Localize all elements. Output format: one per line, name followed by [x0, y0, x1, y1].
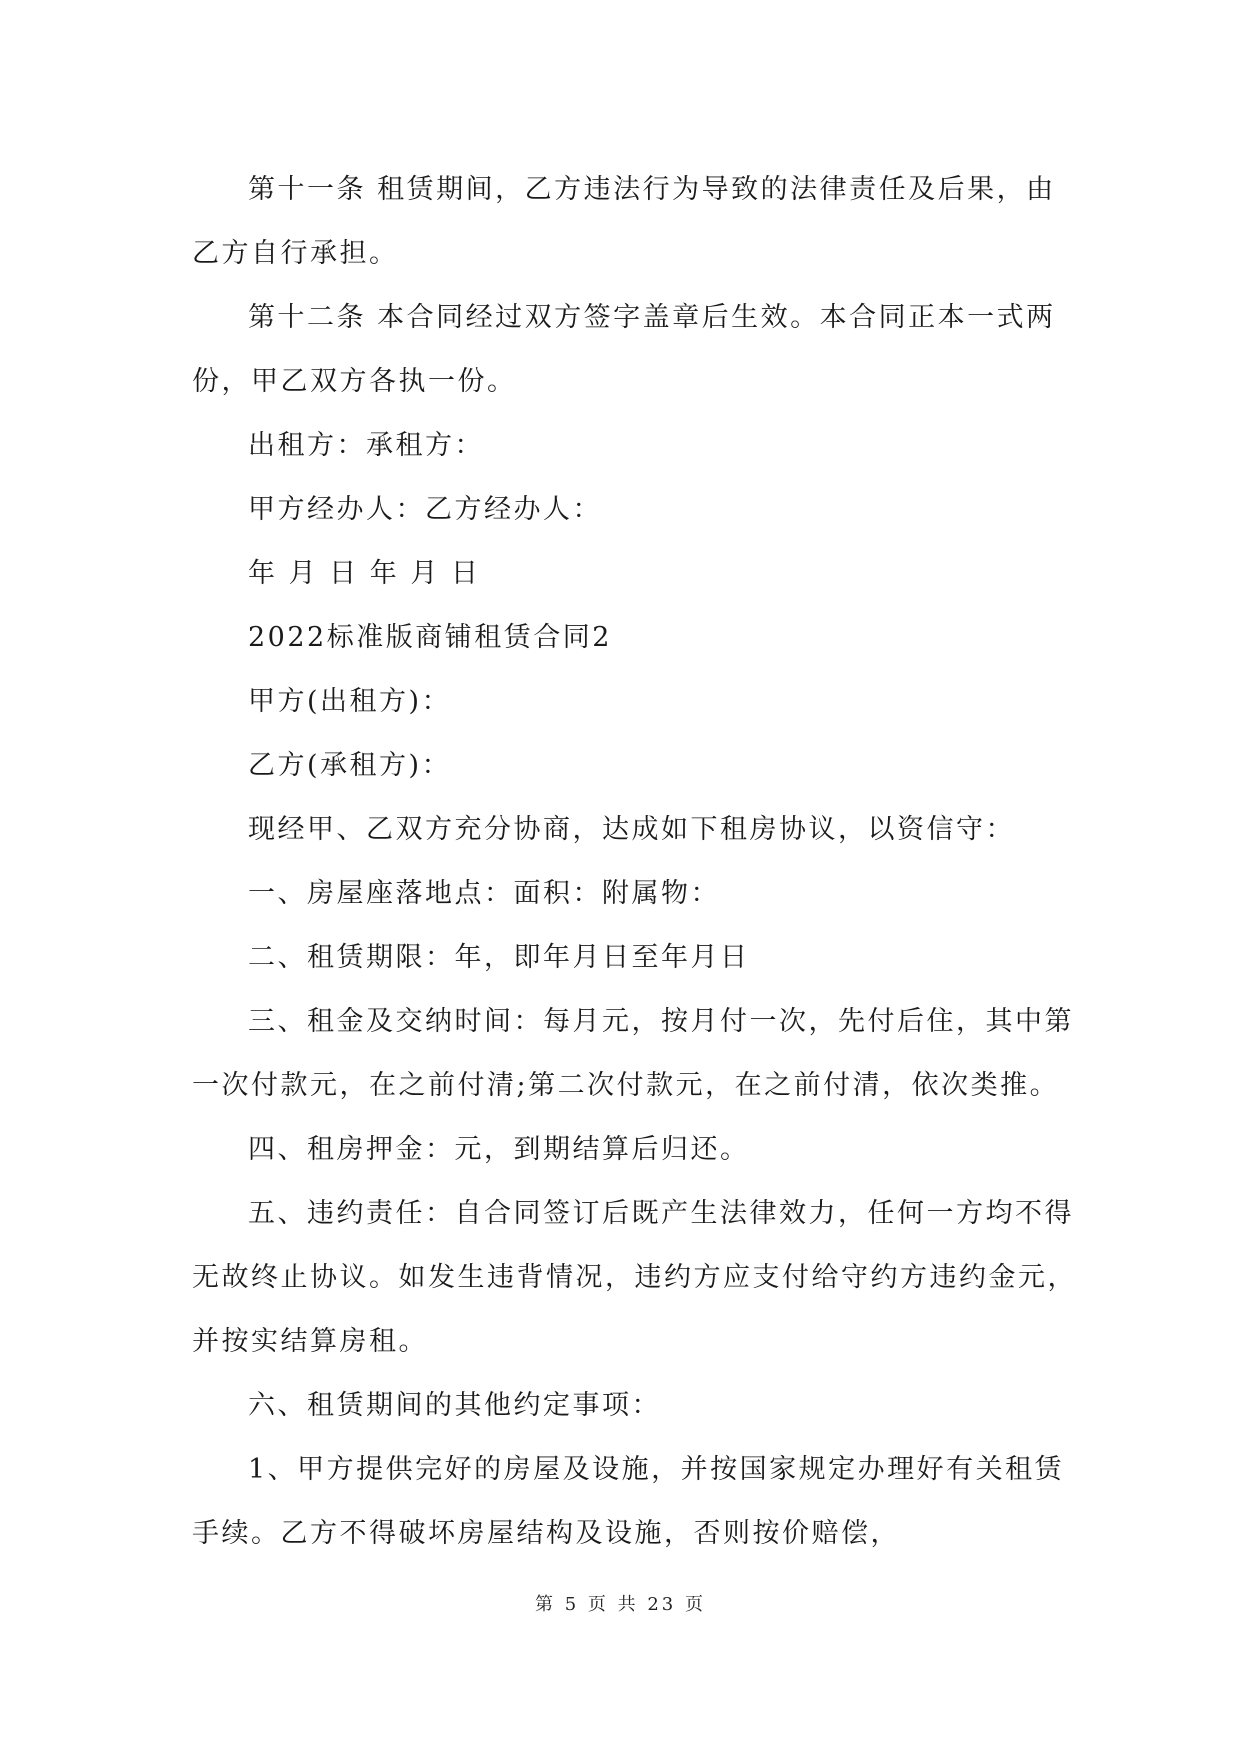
- party-a: 甲方(出租方)：: [248, 686, 452, 717]
- item-4-deposit: 四、租房押金：元，到期结算后归还。: [248, 1134, 750, 1165]
- item-1-location: 一、房屋座落地点：面积：附属物：: [248, 878, 720, 909]
- item-5-breach-line-2: 无故终止协议。如发生违背情况，违约方应支付给守约方违约金元，: [192, 1262, 1077, 1293]
- item-3-rent-line-1: 三、租金及交纳时间：每月元，按月付一次，先付后住，其中第: [248, 1006, 1074, 1037]
- signature-agents: 甲方经办人：乙方经办人：: [248, 494, 602, 525]
- item-3-rent-line-2: 一次付款元，在之前付清;第二次付款元，在之前付清，依次类推。: [192, 1070, 1060, 1101]
- clause-12-line-1: 第十二条 本合同经过双方签字盖章后生效。本合同正本一式两: [248, 302, 1056, 333]
- item-2-term: 二、租赁期限：年，即年月日至年月日: [248, 942, 750, 973]
- document-body: [192, 158, 1077, 1566]
- party-b: 乙方(承租方)：: [248, 750, 452, 781]
- signature-parties: 出租方：承租方：: [248, 430, 484, 461]
- sub-item-1-line-2: 手续。乙方不得破坏房屋结构及设施，否则按价赔偿，: [192, 1518, 900, 1549]
- signature-dates: 年 月 日 年 月 日: [248, 558, 481, 589]
- clause-11-line-1: 第十一条 租赁期间，乙方违法行为导致的法律责任及后果，由: [248, 174, 1056, 205]
- clause-11-line-2: 乙方自行承担。: [192, 238, 399, 269]
- sub-item-1-line-1: 1、甲方提供完好的房屋及设施，并按国家规定办理好有关租赁: [248, 1454, 1065, 1485]
- page-number-footer: 第 5 页 共 23 页: [535, 1594, 706, 1615]
- item-5-breach-line-1: 五、违约责任：自合同签订后既产生法律效力，任何一方均不得: [248, 1198, 1074, 1229]
- preamble: 现经甲、乙双方充分协商，达成如下租房协议，以资信守：: [248, 814, 1015, 845]
- item-6-other: 六、租赁期间的其他约定事项：: [248, 1390, 661, 1421]
- item-5-breach-line-3: 并按实结算房租。: [192, 1326, 428, 1357]
- clause-12-line-2: 份，甲乙双方各执一份。: [192, 366, 517, 397]
- contract-2-title: 2022标准版商铺租赁合同2: [248, 622, 612, 653]
